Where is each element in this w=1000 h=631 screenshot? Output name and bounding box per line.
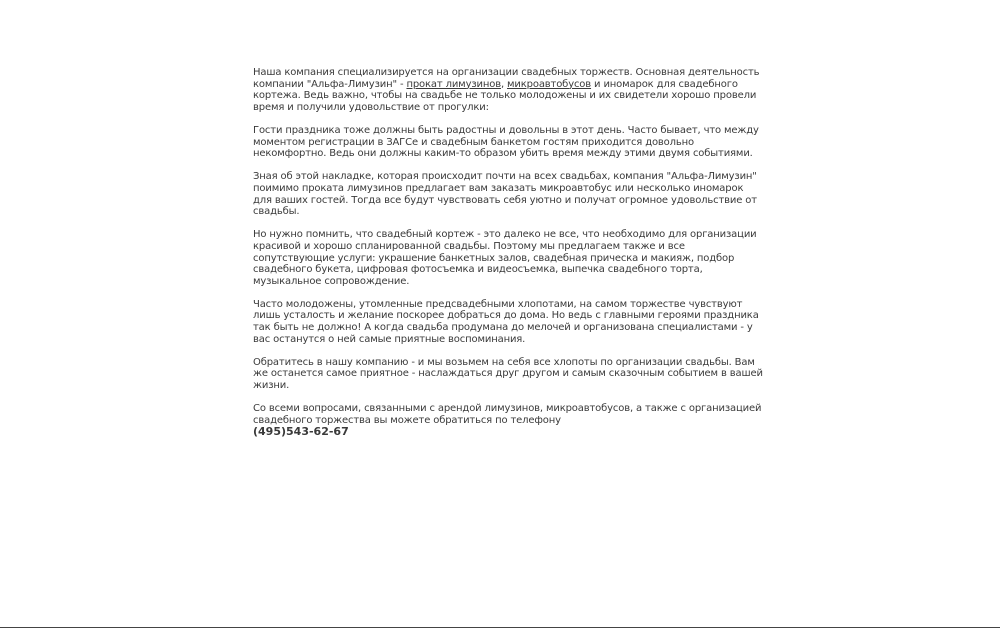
minibus-link[interactable]: микроавтобусов (507, 78, 592, 90)
intro-paragraph (253, 67, 763, 113)
bottom-divider (0, 627, 1000, 628)
services-paragraph: Но нужно помнить, что свадебный кортеж - это далеко не все, что необходимо для организации красивой и хорошо спланированной свадьбы. Поэтому мы предлагаем также и все сопутствующие услуги: украшение банкетных залов, свадебная прическа и макияж, подбор свадебного букета, цифровая фотосъемка и видеосъемка, выпечка свадебного торта, музыкальное сопровождение. (253, 229, 757, 287)
intro-text-continued: и иномарок для свадебного кортежа. Ведь важно, чтобы на свадьбе не только молодожены и их свидетели хорошо провели время и получили удовольствие от прогулки: (253, 78, 757, 113)
contact-us-paragraph: Обратитесь в нашу компанию - и мы возьмем на себя все хлопоты по организации свадьбы. Вам же останется самое приятное - наслаждаться друг другом и самым сказочным событием в вашей жизни. (253, 356, 763, 392)
article-body (253, 67, 763, 438)
link-separator: , (500, 78, 508, 90)
questions-text: Со всеми вопросами, связанными с арендой лимузинов, микроавтобусов, а также с организацией свадебного торжества вы можете обратиться по телефону (253, 403, 762, 426)
guests-paragraph: Гости праздника тоже должны быть радостны и довольны в этот день. Часто бывает, что между моментом регистрации в ЗАГСе и свадебным банкетом гостям приходится довольно некомфортно. Ведь они должны каким-то образом убить время между этими двумя событиями. (253, 124, 759, 160)
intro-text: Наша компания специализируется на организации свадебных торжеств. Основная деятельность компании "Альфа-Лимузин" - (253, 67, 760, 90)
phone-number: (495)543-62-67 (253, 425, 349, 439)
newlyweds-paragraph: Часто молодожены, утомленные предсвадебными хлопотами, на самом торжестве чувствуют лишь усталость и желание поскорее добраться до дома. Но ведь с главными героями праздника так быть не должно! А когда свадьба продумана до мелочей и организована специалистами - у вас останутся о ней самые приятные воспоминания. (253, 298, 759, 345)
limousine-rental-link[interactable]: прокат лимузинов (406, 78, 501, 90)
questions-paragraph (253, 403, 763, 438)
minibus-offer-paragraph: Зная об этой накладке, которая происходит почти на всех свадьбах, компания "Альфа-Лимузин" поимимо проката лимузинов предлагает вам заказать микроавтобус или несколько иномарок для ваших гостей. Тогда все будут чувствовать себя уютно и получат огромное удовольствие от свадьбы. (253, 171, 757, 218)
